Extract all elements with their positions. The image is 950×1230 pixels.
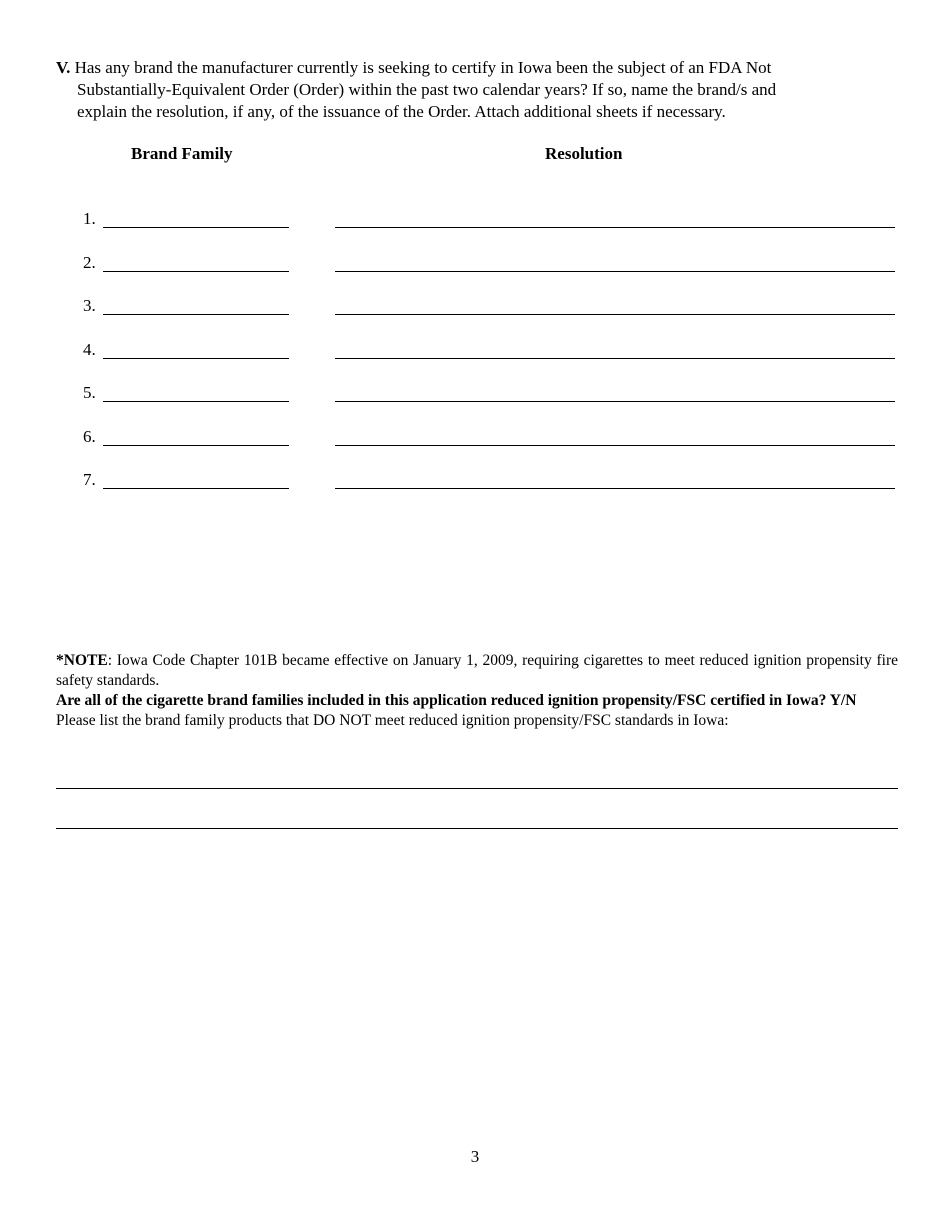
- resolution-header: Resolution: [545, 144, 623, 163]
- note-label: *NOTE: [56, 652, 108, 669]
- question-line-1: [56, 57, 856, 79]
- question-line-2: Substantially-Equivalent Order (Order) within the past two calendar years? If so, name the brand/s and: [77, 80, 777, 99]
- brand-family-field[interactable]: [103, 445, 289, 446]
- brand-family-field[interactable]: [103, 358, 289, 359]
- question-label: V.: [56, 58, 71, 77]
- brand-family-header: Brand Family: [131, 144, 233, 163]
- note-paragraph: [56, 651, 898, 691]
- brand-family-field[interactable]: [103, 227, 289, 228]
- resolution-field[interactable]: [335, 271, 895, 272]
- resolution-field[interactable]: [335, 227, 895, 228]
- row-number: 1.: [83, 209, 96, 228]
- brand-family-field[interactable]: [103, 401, 289, 402]
- non-compliant-products-field[interactable]: [56, 828, 898, 829]
- non-compliant-products-field[interactable]: [56, 788, 898, 789]
- row-number: 4.: [83, 340, 96, 359]
- note-text: : Iowa Code Chapter 101B became effective on January 1, 2009, requiring cigarettes to meet reduced ignition propensity fire safety standards.: [56, 652, 898, 689]
- table-row: [0, 253, 950, 277]
- resolution-field[interactable]: [335, 401, 895, 402]
- table-row: [0, 427, 950, 451]
- fsc-certification-question: Are all of the cigarette brand families included in this application reduced ignition propensity/FSC certified in Iowa? Y/N: [56, 692, 857, 709]
- brand-family-field[interactable]: [103, 488, 289, 489]
- brand-family-field[interactable]: [103, 271, 289, 272]
- page-number: 3: [470, 1147, 480, 1166]
- list-instruction: Please list the brand family products that DO NOT meet reduced ignition propensity/FSC standards in Iowa:: [56, 712, 729, 729]
- row-number: 7.: [83, 470, 96, 489]
- table-row: [0, 209, 950, 233]
- note-section: [56, 651, 898, 731]
- row-number: 3.: [83, 296, 96, 315]
- row-number: 6.: [83, 427, 96, 446]
- resolution-field[interactable]: [335, 445, 895, 446]
- row-number: 2.: [83, 253, 96, 272]
- resolution-field[interactable]: [335, 314, 895, 315]
- row-number: 5.: [83, 383, 96, 402]
- brand-family-field[interactable]: [103, 314, 289, 315]
- table-row: [0, 296, 950, 320]
- table-row: [0, 383, 950, 407]
- question-text-1: Has any brand the manufacturer currently is seeking to certify in Iowa been the subject of an FDA Not: [74, 58, 772, 77]
- resolution-field[interactable]: [335, 488, 895, 489]
- resolution-field[interactable]: [335, 358, 895, 359]
- question-line-3: explain the resolution, if any, of the issuance of the Order. Attach additional sheets if necessary.: [77, 102, 726, 121]
- table-row: [0, 470, 950, 494]
- table-row: [0, 340, 950, 364]
- question-v: [56, 57, 856, 123]
